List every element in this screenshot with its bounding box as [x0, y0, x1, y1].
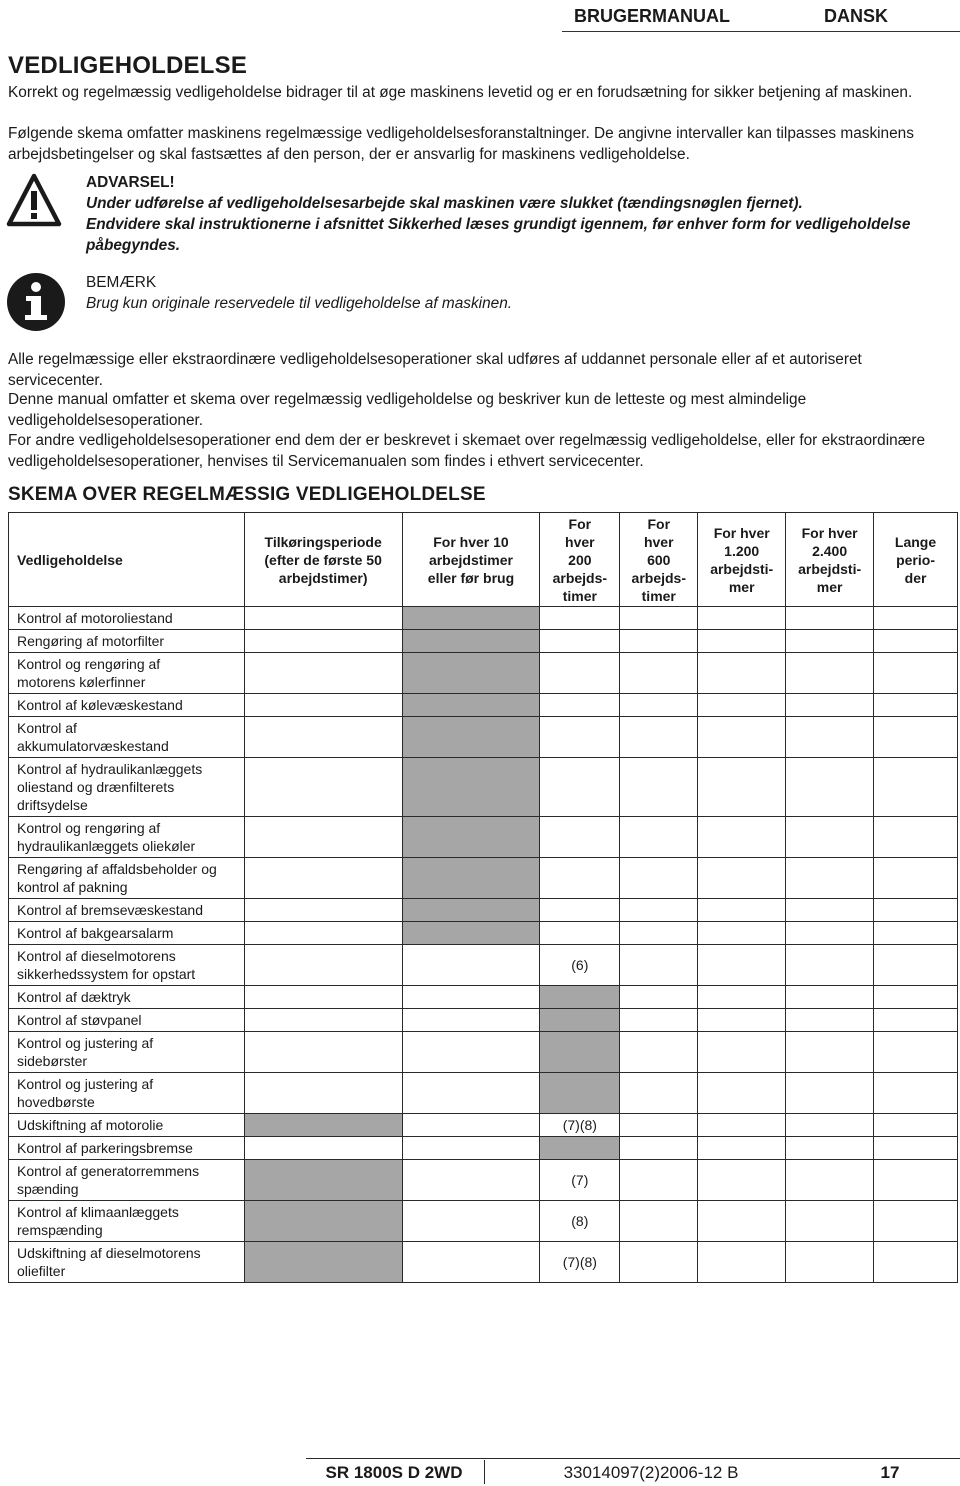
interval-cell-empty: [244, 1073, 402, 1114]
interval-cell-empty: [244, 717, 402, 758]
interval-cell-empty: [786, 653, 874, 694]
interval-cell-empty: [620, 1073, 698, 1114]
column-header-line: Lange: [894, 533, 937, 550]
column-header-line: der: [904, 569, 927, 586]
interval-cell-empty: [540, 858, 620, 899]
task-label-line: Kontrol af støvpanel: [17, 1012, 142, 1028]
footer-model: SR 1800S D 2WD: [325, 1463, 463, 1482]
interval-cell-empty: [620, 1137, 698, 1160]
interval-cell-marked: [244, 1242, 402, 1283]
interval-cell-empty: [244, 1009, 402, 1032]
interval-cell-empty: [698, 1242, 786, 1283]
interval-cell-empty: [540, 899, 620, 922]
interval-cell-empty: [874, 1009, 958, 1032]
task-label: [9, 630, 245, 653]
interval-cell-empty: [620, 945, 698, 986]
task-label: [9, 653, 245, 694]
interval-cell-empty: [874, 899, 958, 922]
interval-cell-empty: [874, 1114, 958, 1137]
column-header-line: mer: [816, 578, 843, 595]
table-row: [9, 630, 958, 653]
column-header-line: perio-: [896, 551, 935, 568]
interval-cell-empty: [786, 1137, 874, 1160]
section-title: VEDLIGEHOLDELSE: [8, 52, 248, 79]
interval-cell-empty: [698, 817, 786, 858]
interval-cell-empty: [698, 653, 786, 694]
table-row: [9, 986, 958, 1009]
footer-divider: [484, 1460, 485, 1484]
task-label: [9, 758, 245, 817]
interval-cell-empty: [698, 1073, 786, 1114]
interval-cell-empty: [620, 922, 698, 945]
interval-cell-empty: [244, 899, 402, 922]
interval-cell-empty: [540, 817, 620, 858]
task-label-line: remspænding: [17, 1222, 103, 1238]
table-row: [9, 858, 958, 899]
interval-cell-empty: [244, 986, 402, 1009]
interval-cell-empty: [786, 1160, 874, 1201]
interval-cell-empty: [540, 694, 620, 717]
interval-cell-empty: [540, 653, 620, 694]
interval-cell-empty: [244, 945, 402, 986]
column-header-line: mer: [728, 578, 755, 595]
task-label-line: Kontrol af: [17, 720, 77, 736]
interval-cell-empty: [620, 607, 698, 630]
interval-cell-empty: [244, 653, 402, 694]
interval-cell-marked: [402, 758, 540, 817]
interval-cell-empty: [698, 1160, 786, 1201]
task-label-line: Kontrol af dieselmotorens: [17, 948, 176, 964]
interval-cell-empty: [244, 758, 402, 817]
interval-cell-empty: [402, 1160, 540, 1201]
interval-cell-empty: [786, 607, 874, 630]
task-label: [9, 899, 245, 922]
note-heading: BEMÆRK: [86, 274, 157, 291]
task-label: [9, 1201, 245, 1242]
task-label-line: Kontrol af bakgearsalarm: [17, 925, 174, 941]
interval-cell-empty: [402, 1201, 540, 1242]
interval-cell-empty: [786, 630, 874, 653]
task-label: [9, 922, 245, 945]
column-header-line: Tilkøringsperiode: [264, 533, 382, 550]
interval-cell-empty: [620, 1009, 698, 1032]
interval-cell-empty: [540, 717, 620, 758]
task-label-line: hovedbørste: [17, 1094, 95, 1110]
interval-cell-empty: [786, 817, 874, 858]
interval-cell-empty: [874, 1160, 958, 1201]
table-row: [9, 694, 958, 717]
task-label-line: Rengøring af affaldsbeholder og: [17, 861, 217, 877]
table-row: [9, 1032, 958, 1073]
task-label-line: Udskiftning af dieselmotorens: [17, 1245, 201, 1261]
intro-paragraph-2: Følgende skema omfatter maskinens regelmæssige vedligeholdelsesforanstaltninger. De angivne intervaller kan tilpasses maskinens arbejdsbetingelser og skal fastsættes af den person, der er ansvarlig for maskinens vedligeholdelse.: [8, 125, 914, 163]
table-row: [9, 1114, 958, 1137]
schedule-title: SKEMA OVER REGELMÆSSIG VEDLIGEHOLDELSE: [8, 484, 486, 505]
interval-cell-empty: [620, 1032, 698, 1073]
interval-cell-empty: [698, 922, 786, 945]
task-label-line: oliefilter: [17, 1263, 66, 1279]
column-header-line: arbejds-: [631, 569, 686, 586]
task-label-line: sikkerhedssystem for opstart: [17, 966, 196, 982]
note-block: [86, 272, 946, 314]
info-icon: [6, 272, 66, 332]
task-label-line: driftsydelse: [17, 797, 88, 813]
table-row: [9, 1073, 958, 1114]
interval-cell-empty: [874, 1032, 958, 1073]
column-header-1: [244, 513, 402, 607]
interval-cell-marked: [402, 858, 540, 899]
interval-cell-empty: [874, 630, 958, 653]
column-header-line: arbejds-: [552, 569, 608, 586]
task-label-line: Rengøring af motorfilter: [17, 633, 165, 649]
interval-cell-empty: [874, 1073, 958, 1114]
interval-cell-note: (7): [540, 1160, 620, 1201]
interval-cell-empty: [540, 922, 620, 945]
table-row: [9, 1201, 958, 1242]
warning-triangle-icon: [6, 172, 62, 228]
interval-cell-empty: [620, 717, 698, 758]
interval-cell-empty: [786, 1073, 874, 1114]
table-row: [9, 899, 958, 922]
interval-cell-marked: [402, 717, 540, 758]
interval-cell-empty: [874, 607, 958, 630]
task-label-line: Kontrol og justering af: [17, 1035, 154, 1051]
task-label: [9, 717, 245, 758]
task-label-line: Kontrol og justering af: [17, 1076, 154, 1092]
interval-cell-empty: [244, 1032, 402, 1073]
interval-cell-marked: [540, 986, 620, 1009]
column-header-2: [402, 513, 540, 607]
interval-cell-empty: [786, 1242, 874, 1283]
task-label-line: sidebørster: [17, 1053, 88, 1069]
interval-cell-empty: [540, 758, 620, 817]
column-header-line: arbejdstimer): [278, 569, 368, 586]
interval-cell-empty: [244, 817, 402, 858]
interval-cell-note: (8): [540, 1201, 620, 1242]
column-header-line: Vedligeholdelse: [17, 551, 123, 568]
page-footer: [306, 1458, 960, 1486]
table-header-row: [9, 513, 958, 607]
table-row: [9, 607, 958, 630]
column-header-line: hver: [643, 533, 674, 550]
table-row: [9, 817, 958, 858]
interval-cell-empty: [874, 717, 958, 758]
interval-cell-empty: [244, 607, 402, 630]
interval-cell-empty: [874, 945, 958, 986]
interval-cell-empty: [786, 1032, 874, 1073]
column-header-4: [620, 513, 698, 607]
interval-cell-empty: [620, 1114, 698, 1137]
interval-cell-empty: [402, 1032, 540, 1073]
column-header-line: hver: [565, 533, 595, 550]
column-header-3: [540, 513, 620, 607]
task-label-line: spænding: [17, 1181, 79, 1197]
column-header-line: (efter de første 50: [264, 551, 382, 568]
interval-cell-marked: [540, 1032, 620, 1073]
interval-cell-empty: [786, 1114, 874, 1137]
task-label: [9, 1009, 245, 1032]
task-label-line: Kontrol af bremsevæskestand: [17, 902, 203, 918]
column-header-line: For: [568, 515, 592, 532]
interval-cell-empty: [698, 607, 786, 630]
column-header-line: timer: [641, 587, 676, 604]
interval-cell-empty: [244, 630, 402, 653]
interval-cell-empty: [786, 858, 874, 899]
column-header-line: 2.400: [812, 542, 848, 559]
warning-block: [86, 172, 946, 256]
task-label: [9, 858, 245, 899]
interval-cell-empty: [698, 986, 786, 1009]
column-header-line: arbejdsti-: [798, 560, 862, 577]
column-header-line: 1.200: [724, 542, 760, 559]
interval-cell-empty: [874, 758, 958, 817]
interval-cell-empty: [620, 1201, 698, 1242]
interval-cell-empty: [874, 922, 958, 945]
column-header-line: For hver 10: [433, 533, 509, 550]
intro-paragraph-1: Korrekt og regelmæssig vedligeholdelse bidrager til at øge maskinens levetid og er en forudsætning for sikker betjening af maskinen.: [8, 84, 913, 101]
task-label: [9, 1114, 245, 1137]
interval-cell-empty: [874, 1201, 958, 1242]
interval-cell-empty: [540, 630, 620, 653]
interval-cell-empty: [698, 717, 786, 758]
interval-cell-marked: [402, 607, 540, 630]
interval-cell-empty: [698, 1114, 786, 1137]
task-label: [9, 694, 245, 717]
interval-cell-empty: [874, 858, 958, 899]
column-header-6: [786, 513, 874, 607]
header-rule: [562, 31, 960, 32]
interval-cell-marked: [402, 653, 540, 694]
interval-cell-empty: [620, 858, 698, 899]
table-row: [9, 1160, 958, 1201]
footer-document-code: 33014097(2)2006-12 B: [563, 1463, 739, 1482]
interval-cell-empty: [874, 653, 958, 694]
column-header-line: For hver: [801, 524, 858, 541]
interval-cell-marked: [402, 922, 540, 945]
interval-cell-marked: [244, 1201, 402, 1242]
interval-cell-empty: [402, 945, 540, 986]
interval-cell-empty: [402, 1073, 540, 1114]
task-label-line: Kontrol af hydraulikanlæggets: [17, 761, 203, 777]
column-header-7: [874, 513, 958, 607]
column-header-line: timer: [562, 587, 597, 604]
column-header-line: For: [647, 515, 671, 532]
table-row: [9, 1242, 958, 1283]
interval-cell-marked: [402, 899, 540, 922]
task-label-line: Udskiftning af motorolie: [17, 1117, 164, 1133]
interval-cell-empty: [698, 758, 786, 817]
task-label: [9, 1160, 245, 1201]
interval-cell-empty: [874, 986, 958, 1009]
column-header-line: arbejdstimer: [428, 551, 513, 568]
column-header-line: eller før brug: [427, 569, 515, 586]
page-header: [562, 4, 960, 30]
interval-cell-marked: [402, 630, 540, 653]
task-label-line: hydraulikanlæggets oliekøler: [17, 838, 196, 854]
interval-cell-marked: [244, 1160, 402, 1201]
interval-cell-empty: [402, 986, 540, 1009]
warning-heading: ADVARSEL!: [86, 174, 175, 191]
table-row: [9, 922, 958, 945]
interval-cell-empty: [620, 653, 698, 694]
task-label-line: Kontrol af motoroliestand: [17, 610, 173, 626]
interval-cell-empty: [786, 758, 874, 817]
maintenance-schedule-table: [8, 512, 958, 1283]
interval-cell-empty: [620, 694, 698, 717]
body-paragraph-1: Alle regelmæssige eller ekstraordinære vedligeholdelsesoperationer skal udføres af uddannet personale eller af et autoriseret servicecenter.: [8, 351, 862, 389]
column-header-line: 600: [647, 551, 671, 568]
interval-cell-empty: [698, 945, 786, 986]
task-label-line: oliestand og drænfilterets: [17, 779, 175, 795]
table-row: [9, 1137, 958, 1160]
header-manual-title: BRUGERMANUAL: [574, 6, 730, 26]
column-header-line: arbejdsti-: [710, 560, 774, 577]
interval-cell-note: (7)(8): [540, 1242, 620, 1283]
task-label: [9, 607, 245, 630]
interval-cell-marked: [540, 1137, 620, 1160]
interval-cell-note: (6): [540, 945, 620, 986]
interval-cell-empty: [244, 1137, 402, 1160]
body-paragraph-3: For andre vedligeholdelsesoperationer end dem der er beskrevet i skemaet over regelmæssig vedligeholdelse, eller for ekstraordinære vedligeholdelsesoperationer, henvises til Servicemanualen som findes i ethvert servicecenter.: [8, 432, 926, 470]
task-label-line: Kontrol af klimaanlæggets: [17, 1204, 179, 1220]
interval-cell-empty: [244, 922, 402, 945]
interval-cell-marked: [402, 694, 540, 717]
table-row: [9, 945, 958, 986]
interval-cell-empty: [698, 858, 786, 899]
interval-cell-empty: [620, 986, 698, 1009]
footer-page-number: 17: [880, 1463, 900, 1482]
interval-cell-empty: [698, 1009, 786, 1032]
task-label-line: akkumulatorvæskestand: [17, 738, 169, 754]
interval-cell-empty: [402, 1242, 540, 1283]
interval-cell-marked: [244, 1114, 402, 1137]
column-header-0: [9, 513, 245, 607]
note-text: Brug kun originale reservedele til vedligeholdelse af maskinen.: [86, 295, 513, 312]
interval-cell-empty: [786, 945, 874, 986]
interval-cell-empty: [620, 1242, 698, 1283]
task-label: [9, 1242, 245, 1283]
interval-cell-empty: [244, 694, 402, 717]
body-paragraph-2: Denne manual omfatter et skema over regelmæssig vedligeholdelse og beskriver kun de letteste og mest almindelige vedligeholdelsesoperationer.: [8, 391, 807, 429]
interval-cell-empty: [874, 694, 958, 717]
interval-cell-empty: [786, 694, 874, 717]
interval-cell-empty: [786, 986, 874, 1009]
interval-cell-empty: [402, 1137, 540, 1160]
table-row: [9, 758, 958, 817]
interval-cell-empty: [244, 858, 402, 899]
table-row: [9, 653, 958, 694]
interval-cell-empty: [786, 717, 874, 758]
interval-cell-empty: [620, 817, 698, 858]
interval-cell-empty: [540, 607, 620, 630]
interval-cell-empty: [620, 630, 698, 653]
interval-cell-marked: [540, 1009, 620, 1032]
interval-cell-empty: [874, 1242, 958, 1283]
task-label: [9, 1137, 245, 1160]
warning-line-1: Under udførelse af vedligeholdelsesarbejde skal maskinen være slukket (tændingsnøglen fjernet).: [86, 195, 803, 212]
interval-cell-empty: [786, 1009, 874, 1032]
interval-cell-empty: [874, 817, 958, 858]
task-label: [9, 1032, 245, 1073]
interval-cell-marked: [540, 1073, 620, 1114]
task-label-line: motorens kølerfinner: [17, 674, 146, 690]
column-header-line: For hver: [713, 524, 770, 541]
table-row: [9, 1009, 958, 1032]
warning-line-2: Endvidere skal instruktionerne i afsnittet Sikkerhed læses grundigt igennem, før enhver form for vedligeholdelse påbegyndes.: [86, 216, 911, 254]
interval-cell-empty: [402, 1114, 540, 1137]
interval-cell-empty: [402, 1009, 540, 1032]
task-label-line: Kontrol af parkeringsbremse: [17, 1140, 193, 1156]
interval-cell-empty: [698, 1201, 786, 1242]
column-header-5: [698, 513, 786, 607]
task-label: [9, 1073, 245, 1114]
interval-cell-empty: [786, 899, 874, 922]
interval-cell-empty: [698, 1137, 786, 1160]
task-label-line: Kontrol og rengøring af: [17, 820, 161, 836]
task-label-line: Kontrol af generatorremmens: [17, 1163, 200, 1179]
task-label-line: kontrol af pakning: [17, 879, 128, 895]
interval-cell-empty: [698, 694, 786, 717]
column-header-line: 200: [568, 551, 592, 568]
task-label: [9, 986, 245, 1009]
task-label-line: Kontrol og rengøring af: [17, 656, 161, 672]
interval-cell-empty: [698, 899, 786, 922]
interval-cell-empty: [698, 1032, 786, 1073]
interval-cell-marked: [402, 817, 540, 858]
interval-cell-empty: [620, 1160, 698, 1201]
task-label-line: Kontrol af dæktryk: [17, 989, 131, 1005]
interval-cell-note: (7)(8): [540, 1114, 620, 1137]
interval-cell-empty: [698, 630, 786, 653]
interval-cell-empty: [620, 899, 698, 922]
task-label: [9, 817, 245, 858]
header-language: DANSK: [823, 6, 888, 26]
table-row: [9, 717, 958, 758]
interval-cell-empty: [786, 922, 874, 945]
interval-cell-empty: [620, 758, 698, 817]
interval-cell-empty: [786, 1201, 874, 1242]
task-label-line: Kontrol af kølevæskestand: [17, 697, 183, 713]
task-label: [9, 945, 245, 986]
interval-cell-empty: [874, 1137, 958, 1160]
